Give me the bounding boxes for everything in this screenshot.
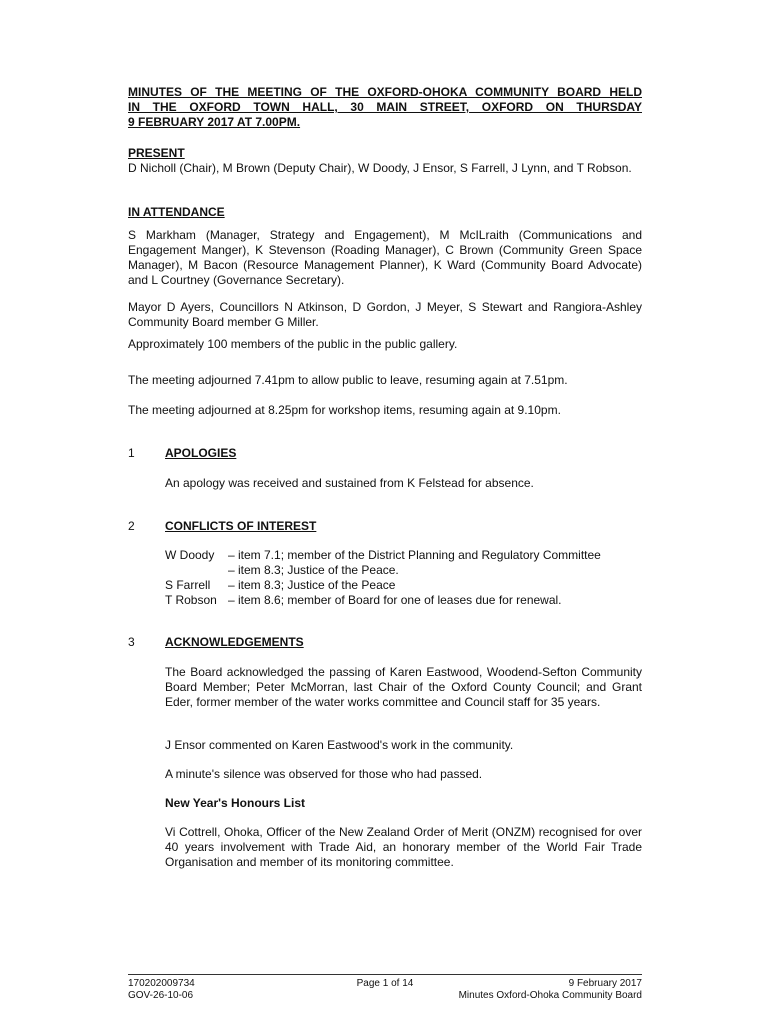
document-number: 170202009734 [128, 978, 195, 989]
conflict-row [165, 563, 642, 578]
conflicts-item [128, 519, 642, 534]
attendance-public: Approximately 100 members of the public in the public gallery. [128, 337, 458, 351]
footer-doc-title: Minutes Oxford-Ohoka Community Board [458, 990, 642, 1001]
adjournment-2: The meeting adjourned at 8.25pm for workshop items, resuming again at 9.10pm. [128, 403, 561, 417]
footer-right [459, 978, 642, 1002]
document-title [128, 85, 642, 130]
conflicts-list [165, 548, 642, 608]
minutes-silence: A minute's silence was observed for those who had passed. [165, 767, 483, 781]
conflict-member [165, 563, 228, 578]
page-footer [128, 974, 642, 1001]
attendance-elected-members: Mayor D Ayers, Councillors N Atkinson, D Gordon, J Meyer, S Stewart and Rangiora-Ashley Community Board member G Miller. [128, 300, 642, 329]
present-section [128, 146, 642, 176]
attendance-section [128, 205, 642, 220]
item-number: 3 [128, 635, 135, 649]
attendance-staff: S Markham (Manager, Strategy and Engagement), M McILraith (Communications and Engagement Manger), K Stevenson (Roading Manager), C Brown (Community Green Space Manager), M Bacon (Resource Management Planner), K Ward (Community Board Advocate) and L Courtney (Governance Secretary). [128, 228, 642, 287]
present-heading: PRESENT [128, 146, 185, 160]
honours-subheading: New Year's Honours List [165, 796, 306, 810]
item-number: 2 [128, 519, 135, 533]
ensor-comment: J Ensor commented on Karen Eastwood's work in the community. [165, 738, 514, 752]
conflict-row [165, 578, 642, 593]
conflict-detail: – item 8.6; member of Board for one of leases due for renewal. [228, 593, 562, 607]
honours-text: Vi Cottrell, Ohoka, Officer of the New Zealand Order of Merit (ONZM) recognised for over 40 years involvement with Trade Aid, an honorary member of the World Fair Trade Organisation and member of its monitoring committee. [165, 825, 642, 869]
conflict-detail: – item 8.3; Justice of the Peace [228, 578, 396, 592]
apologies-heading: APOLOGIES [165, 446, 237, 460]
attendance-heading: IN ATTENDANCE [128, 205, 225, 219]
adjournment-1: The meeting adjourned 7.41pm to allow public to leave, resuming again at 7.51pm. [128, 373, 568, 387]
acknowledgements-text: The Board acknowledged the passing of Karen Eastwood, Woodend-Sefton Community Board Member; Peter McMorran, last Chair of the Oxford County Council; and Grant Eder, former member of the water works committee and Council staff for 35 years. [165, 665, 642, 709]
title-line-2: IN THE OXFORD TOWN HALL, 30 MAIN STREET, OXFORD ON THURSDAY [128, 100, 642, 114]
conflict-row [165, 548, 642, 563]
conflict-member: S Farrell [165, 578, 211, 592]
acknowledgements-item [128, 635, 642, 650]
title-line-1: MINUTES OF THE MEETING OF THE OXFORD-OHOKA COMMUNITY BOARD HELD [128, 85, 642, 99]
conflict-detail: – item 7.1; member of the District Planning and Regulatory Committee [228, 548, 601, 562]
conflicts-heading: CONFLICTS OF INTEREST [165, 519, 317, 533]
page-number: Page 1 of 14 [356, 978, 414, 989]
conflict-member: W Doody [165, 548, 215, 562]
file-reference: GOV-26-10-06 [128, 990, 194, 1001]
conflict-row [165, 593, 642, 608]
item-number: 1 [128, 446, 135, 460]
footer-date: 9 February 2017 [568, 978, 642, 989]
apologies-text: An apology was received and sustained from K Felstead for absence. [165, 476, 534, 490]
conflict-detail: – item 8.3; Justice of the Peace. [228, 563, 399, 577]
title-line-3: 9 FEBRUARY 2017 AT 7.00PM. [128, 115, 301, 129]
acknowledgements-heading: ACKNOWLEDGEMENTS [165, 635, 304, 649]
conflict-member: T Robson [165, 593, 217, 607]
present-text: D Nicholl (Chair), M Brown (Deputy Chair), W Doody, J Ensor, S Farrell, J Lynn, and T Robson. [128, 161, 632, 175]
apologies-item [128, 446, 642, 461]
